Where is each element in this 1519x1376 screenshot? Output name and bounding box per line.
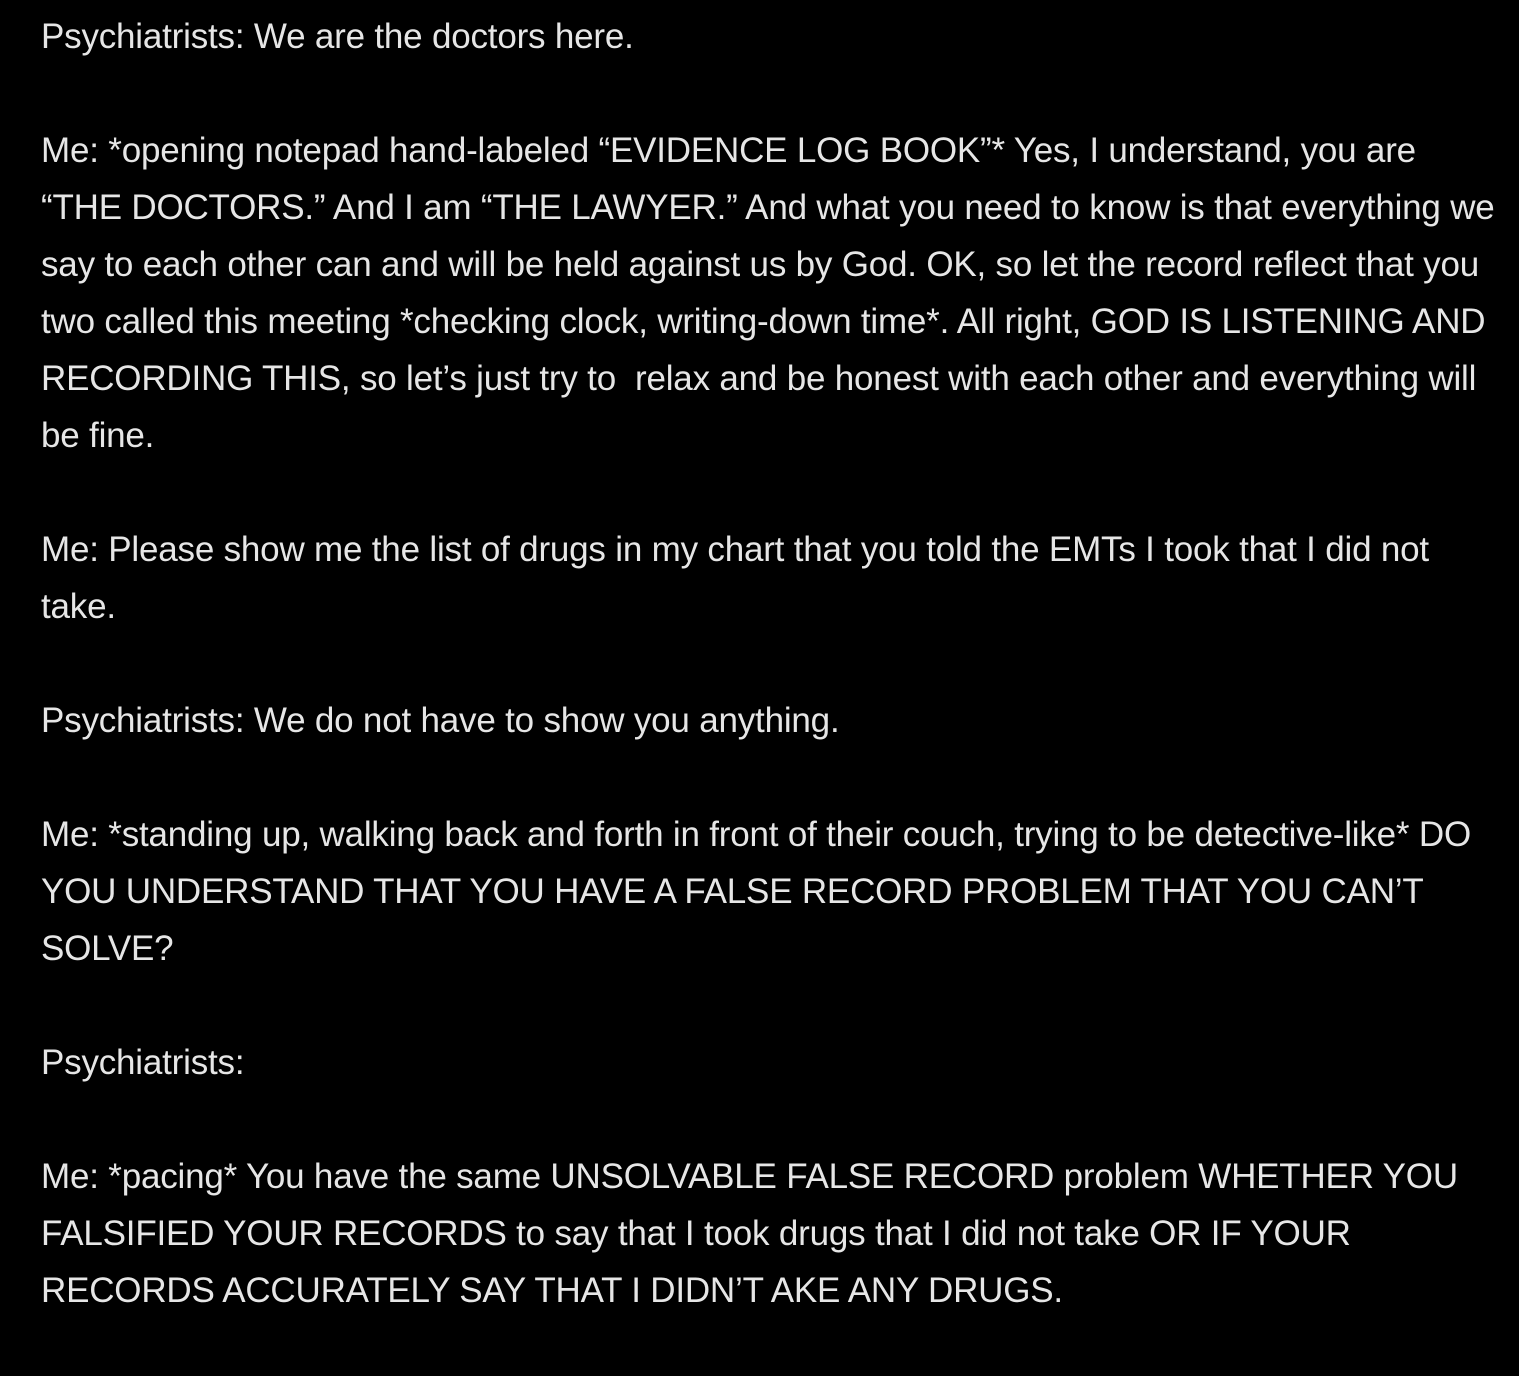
note-paragraph: Me: *opening notepad hand-labeled “EVIDENCE LOG BOOK”* Yes, I understand, you are “THE DOCTORS.” And I am “THE LAWYER.” And what you need to know is that everything we say to each other can and will be held against us by God. OK, so let the record reflect that you two called this meeting *checking clock, writing-down time*. All right, GOD IS LISTENING AND RECORDING THIS, so let’s just try to relax and be honest with each other and everything will be fine. <box>41 131 1505 455</box>
note-paragraph: Psychiatrists: <box>41 1043 245 1082</box>
note-paragraph: Psychiatrists: We are the doctors here. <box>41 17 634 56</box>
note-paragraph: Me: Please show me the list of drugs in my chart that you told the EMTs I took that I did not take. <box>41 530 1439 626</box>
note-body <box>41 8 1505 1376</box>
note-paragraph: Me: *standing up, walking back and forth in front of their couch, trying to be detective-like* DO YOU UNDERSTAND THAT YOU HAVE A FALSE RECORD PROBLEM THAT YOU CAN’T SOLVE? <box>41 815 1480 968</box>
note-paragraph: Me: *pacing* You have the same UNSOLVABLE FALSE RECORD problem WHETHER YOU FALSIFIED YOUR RECORDS to say that I took drugs that I did not take OR IF YOUR RECORDS ACCURATELY SAY THAT I DIDN’T AKE ANY DRUGS. <box>41 1157 1468 1310</box>
note-paragraph: Psychiatrists: We do not have to show you anything. <box>41 701 840 740</box>
